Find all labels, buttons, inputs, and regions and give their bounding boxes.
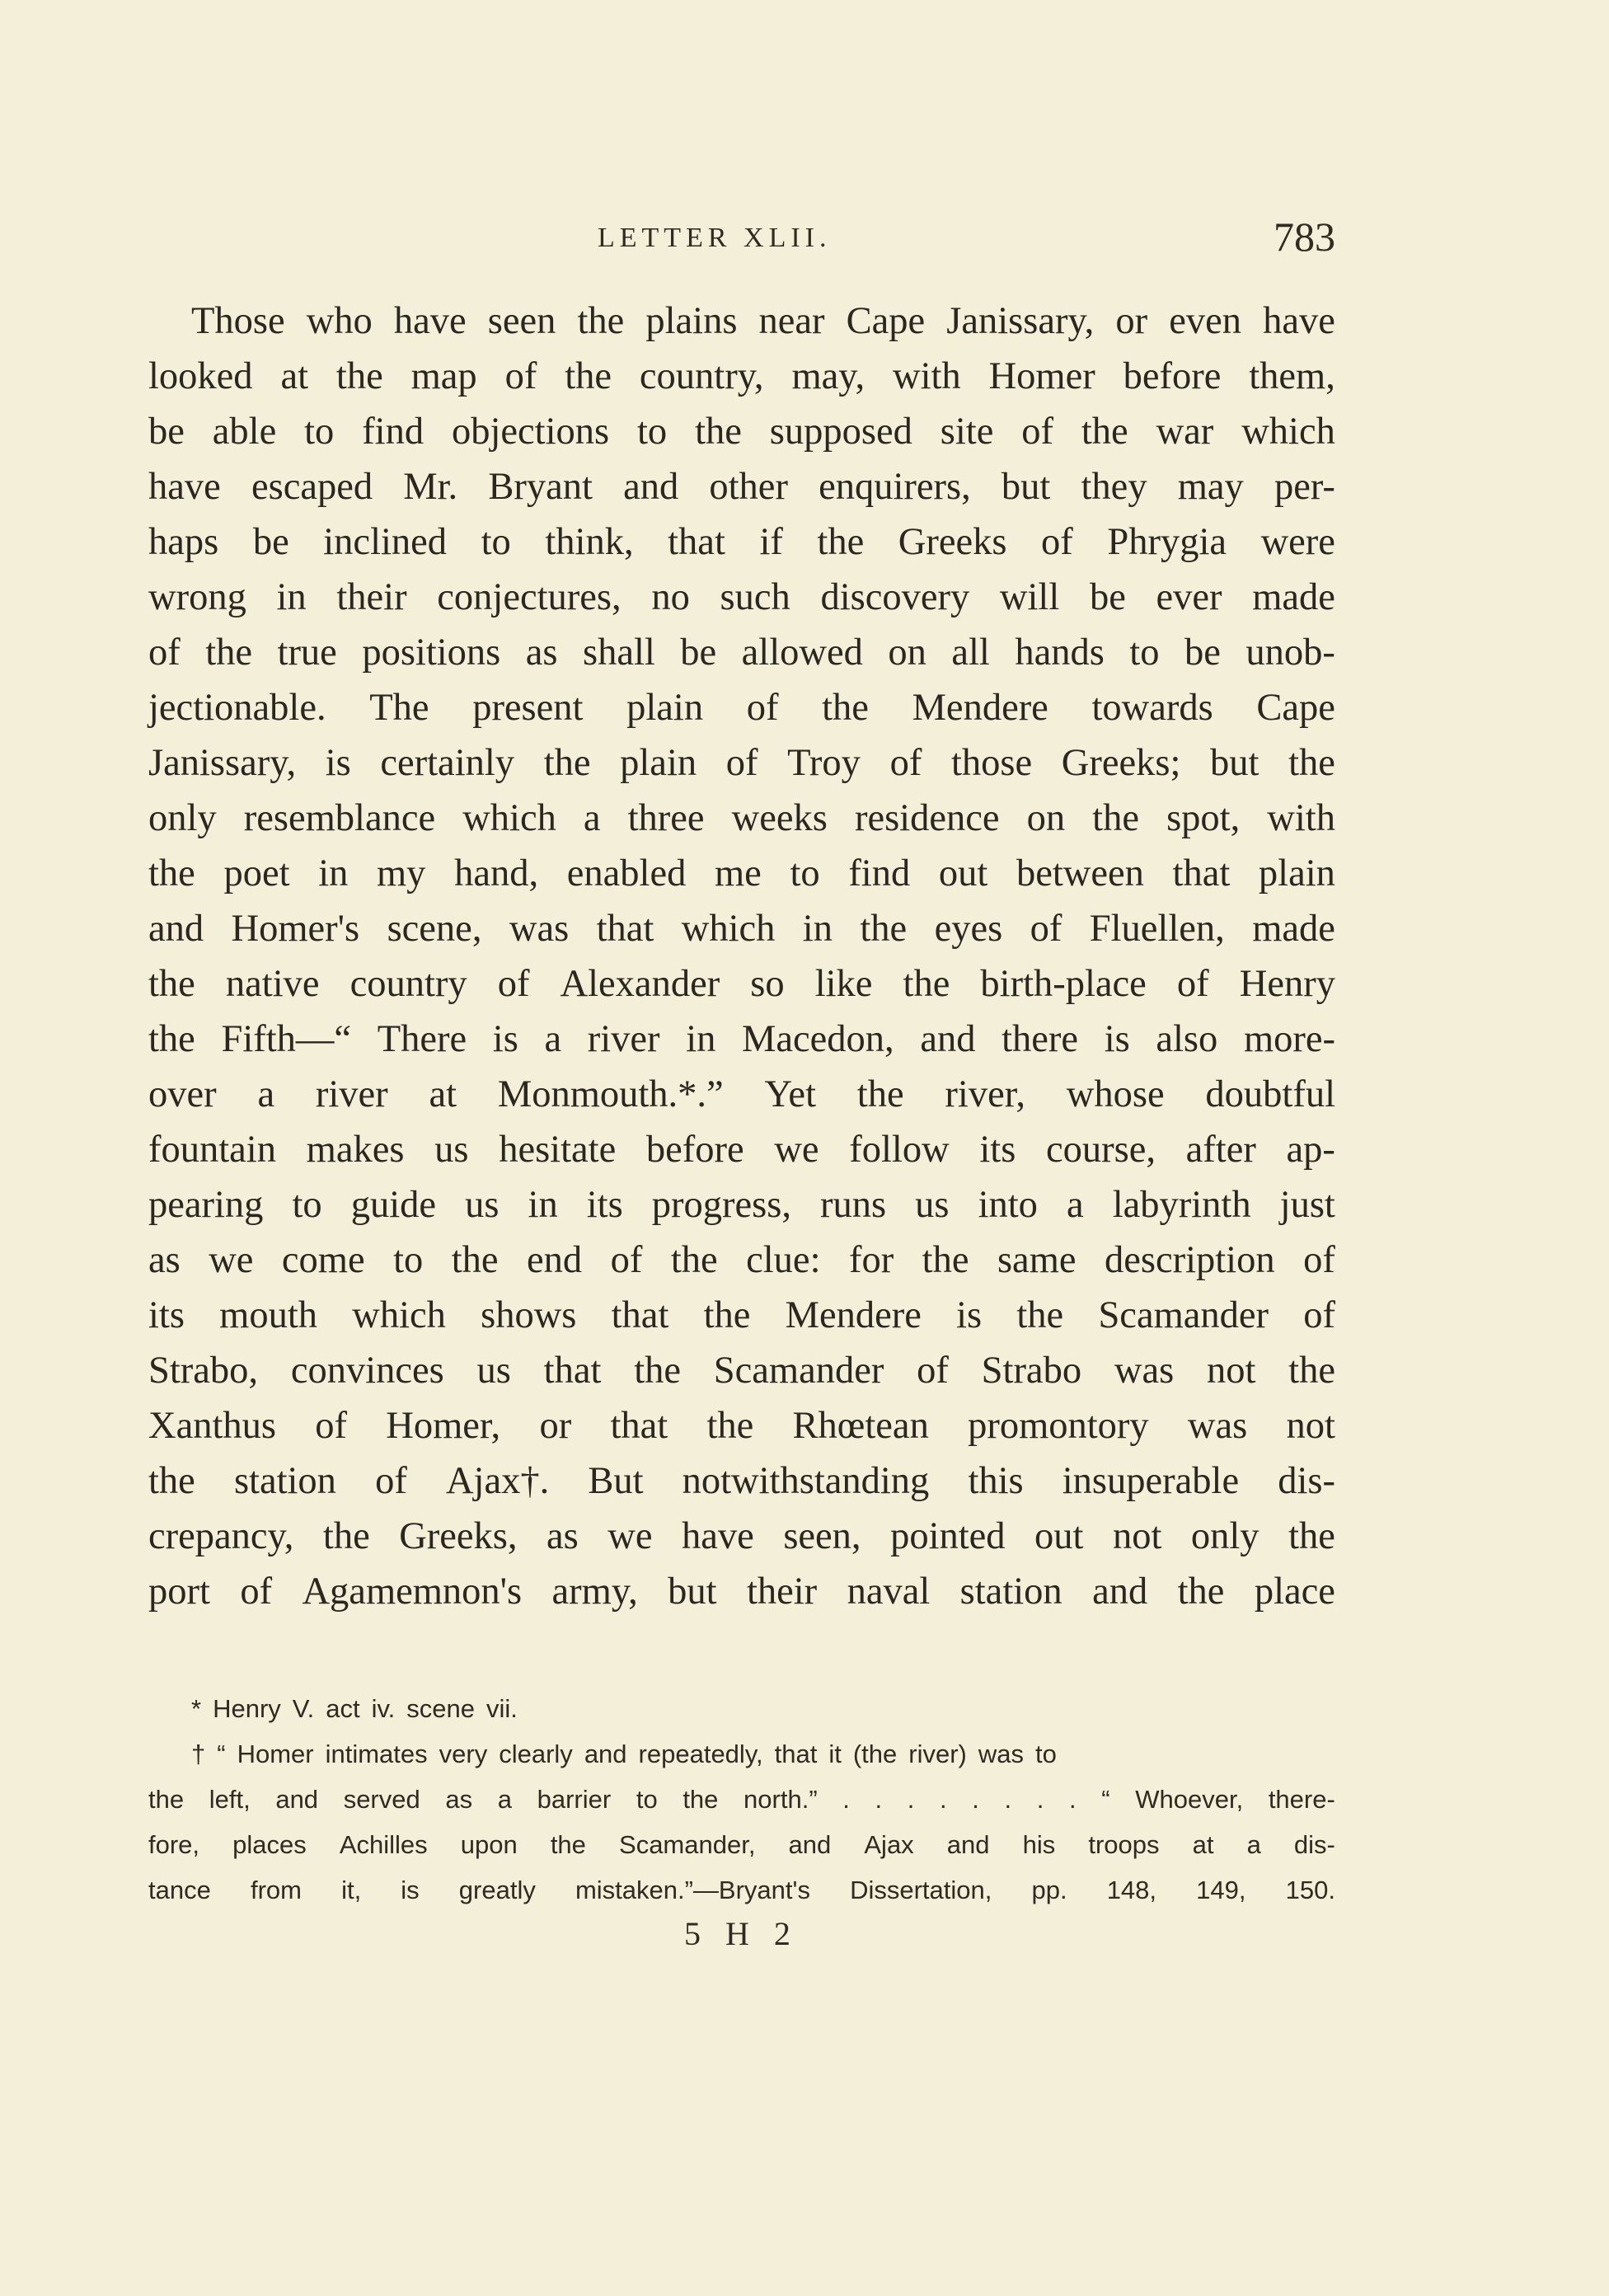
running-head: LETTER XLII. (598, 223, 832, 253)
text-line: haps be inclined to think, that if the Greeks of Phrygia were (148, 521, 1335, 563)
text-line: port of Agamemnon's army, but their naval station and the place (148, 1571, 1335, 1613)
footnote-line: * Henry V. act iv. scene vii. (191, 1694, 518, 1723)
text-line: the station of Ajax†. But notwithstanding this insuperable dis- (148, 1460, 1335, 1502)
footnote-line: the left, and served as a barrier to the north.” . . . . . . . . “ Whoever, there- (148, 1785, 1335, 1814)
text-line: Janissary, is certainly the plain of Troy of those Greeks; but the (148, 742, 1335, 784)
text-line: crepancy, the Greeks, as we have seen, pointed out not only the (148, 1515, 1335, 1557)
text-line: be able to find objections to the supposed site of the war which (148, 411, 1335, 453)
text-line: the native country of Alexander so like the birth-place of Henry (148, 963, 1335, 1005)
page-header (148, 213, 1335, 262)
text-line: only resemblance which a three weeks residence on the spot, with (148, 797, 1335, 839)
text-line: as we come to the end of the clue: for the same description of (148, 1239, 1335, 1281)
text-line: and Homer's scene, was that which in the eyes of Fluellen, made (148, 908, 1335, 950)
printer-signature: 5 H 2 (684, 1915, 799, 1952)
text-line: the poet in my hand, enabled me to find out between that plain (148, 852, 1335, 894)
text-line: fountain makes us hesitate before we follow its course, after ap- (148, 1129, 1335, 1171)
text-line: its mouth which shows that the Mendere is the Scamander of (148, 1294, 1335, 1336)
body-text (148, 293, 1335, 1619)
text-line: Xanthus of Homer, or that the Rhœtean promontory was not (148, 1405, 1335, 1447)
text-line: Strabo, convinces us that the Scamander of Strabo was not the (148, 1350, 1335, 1392)
text-line: have escaped Mr. Bryant and other enquirers, but they may per- (148, 466, 1335, 508)
footnotes (148, 1686, 1335, 1913)
text-line: over a river at Monmouth.*.” Yet the river, whose doubtful (148, 1073, 1335, 1115)
text-line: pearing to guide us in its progress, runs us into a labyrinth just (148, 1184, 1335, 1226)
page-number: 783 (1274, 214, 1335, 260)
text-line: Those who have seen the plains near Cape Janissary, or even have (191, 300, 1335, 342)
text-line: jectionable. The present plain of the Mendere towards Cape (148, 687, 1335, 729)
footnote-line: † “ Homer intimates very clearly and repeatedly, that it (the river) was to (191, 1740, 1057, 1768)
text-line: wrong in their conjectures, no such discovery will be ever made (148, 576, 1335, 618)
footnote-line: fore, places Achilles upon the Scamander, and Ajax and his troops at a dis- (148, 1830, 1335, 1859)
footnote-line: tance from it, is greatly mistaken.”—Bryant's Dissertation, pp. 148, 149, 150. (148, 1876, 1335, 1904)
text-line: looked at the map of the country, may, with Homer before them, (148, 355, 1335, 397)
text-line: of the true positions as shall be allowed on all hands to be unob- (148, 632, 1335, 674)
text-line: the Fifth—“ There is a river in Macedon, and there is also more- (148, 1018, 1335, 1060)
